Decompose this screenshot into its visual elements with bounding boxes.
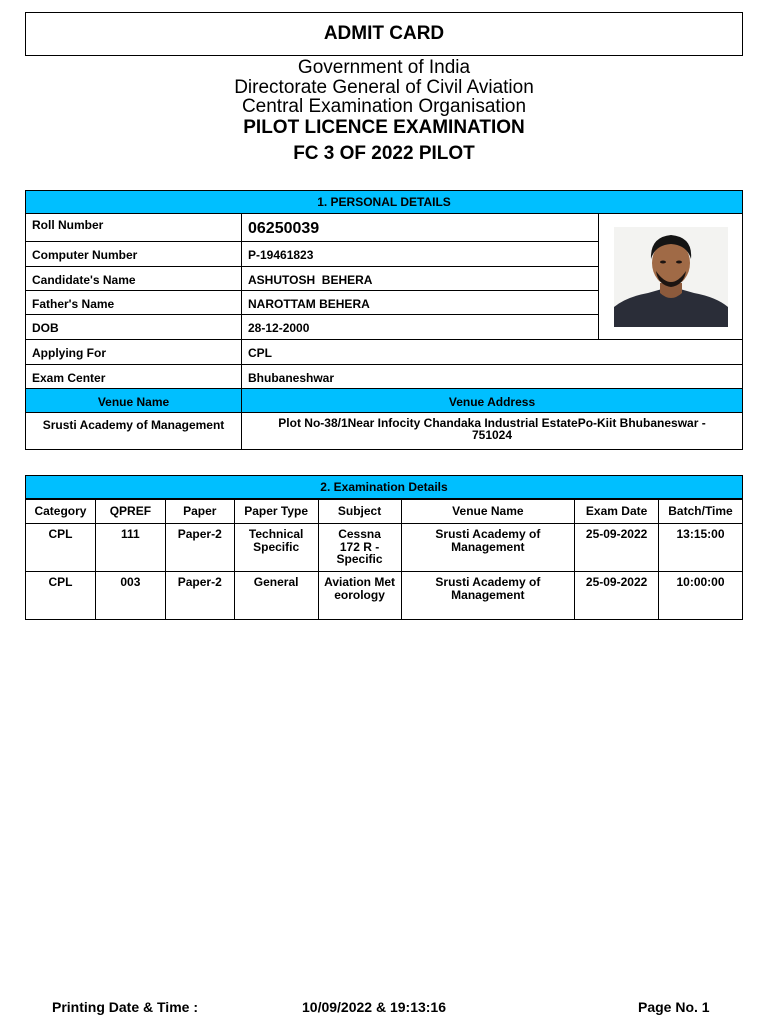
table-cell: General <box>234 572 318 620</box>
venue-header-row <box>26 389 742 413</box>
detail-label: Computer Number <box>26 242 242 266</box>
table-cell: Paper-2 <box>165 524 234 572</box>
detail-label: DOB <box>26 315 242 339</box>
detail-label: Candidate's Name <box>26 267 242 290</box>
exam-details-heading: 2. Examination Details <box>25 475 743 499</box>
detail-row-exam-center <box>26 365 742 389</box>
table-cell: Technical Specific <box>234 524 318 572</box>
venue-row <box>26 413 742 450</box>
column-header: Subject <box>318 500 401 524</box>
table-cell: 25-09-2022 <box>575 572 659 620</box>
table-cell: Paper-2 <box>165 572 234 620</box>
table-cell: CPL <box>26 572 96 620</box>
venue-address: Plot No-38/1Near Infocity Chandaka Industrial EstatePo-Kiit Bhubaneswar - 751024 <box>278 416 706 442</box>
detail-label: Applying For <box>26 340 242 364</box>
venue-name: Srusti Academy of Management <box>26 413 242 449</box>
detail-value-father-name: NAROTTAM BEHERA <box>248 297 370 311</box>
issuer-line-3: Central Examination Organisation <box>241 96 527 117</box>
detail-value-dob: 28-12-2000 <box>248 321 310 335</box>
print-date-value: 10/09/2022 & 19:13:16 <box>302 999 446 1015</box>
detail-label: Exam Center <box>26 365 242 388</box>
exam-session: FC 3 OF 2022 PILOT <box>293 142 475 164</box>
table-cell: 13:15:00 <box>659 524 743 572</box>
column-header: Venue Name <box>401 500 575 524</box>
table-cell: 003 <box>95 572 165 620</box>
detail-value-exam-center: Bhubaneshwar <box>248 371 335 385</box>
table-row <box>26 524 743 572</box>
detail-value-candidate-name: ASHUTOSH BEHERA <box>248 273 373 287</box>
detail-value-applying-for: CPL <box>248 346 272 360</box>
table-row <box>26 572 743 620</box>
column-header: Batch/Time <box>659 500 743 524</box>
venue-name-header: Venue Name <box>26 389 242 412</box>
exam-details-table <box>25 499 743 620</box>
candidate-photo-cell <box>598 214 743 340</box>
exam-header-row <box>26 500 743 524</box>
table-cell: CPL <box>26 524 96 572</box>
table-cell: 25-09-2022 <box>575 524 659 572</box>
column-header: Category <box>26 500 96 524</box>
table-cell: Srusti Academy of Management <box>401 572 575 620</box>
table-cell: Srusti Academy of Management <box>401 524 575 572</box>
issuer-line-1: Government of India <box>297 57 471 78</box>
detail-row-applying-for <box>26 340 742 365</box>
detail-row-dob <box>26 315 598 340</box>
column-header: Paper <box>165 500 234 524</box>
personal-details-heading: 1. PERSONAL DETAILS <box>25 190 743 214</box>
exam-name: PILOT LICENCE EXAMINATION <box>243 116 525 138</box>
column-header: Paper Type <box>234 500 318 524</box>
print-footer <box>0 999 768 1015</box>
detail-label: Roll Number <box>26 214 242 241</box>
column-header: QPREF <box>95 500 165 524</box>
admit-card-title: ADMIT CARD <box>25 12 743 56</box>
issuer-header <box>0 58 768 165</box>
column-header: Exam Date <box>575 500 659 524</box>
venue-address-header: Venue Address <box>448 395 536 409</box>
detail-value-roll-number: 06250039 <box>248 220 320 237</box>
detail-row-candidate-name <box>26 267 598 291</box>
table-cell: Cessna 172 R - Specific <box>318 524 401 572</box>
print-date-label: Printing Date & Time : <box>52 999 198 1015</box>
detail-value-computer-number: P-19461823 <box>248 248 314 262</box>
detail-row-computer-number <box>26 242 598 267</box>
table-cell: Aviation Meteorology <box>318 572 401 620</box>
detail-label: Father's Name <box>26 291 242 314</box>
candidate-photo <box>614 227 728 327</box>
issuer-line-2: Directorate General of Civil Aviation <box>234 76 534 98</box>
table-cell: 111 <box>95 524 165 572</box>
detail-row-roll-number <box>26 214 598 242</box>
table-cell: 10:00:00 <box>659 572 743 620</box>
detail-row-father-name <box>26 291 598 315</box>
page-number: Page No. 1 <box>638 999 710 1015</box>
